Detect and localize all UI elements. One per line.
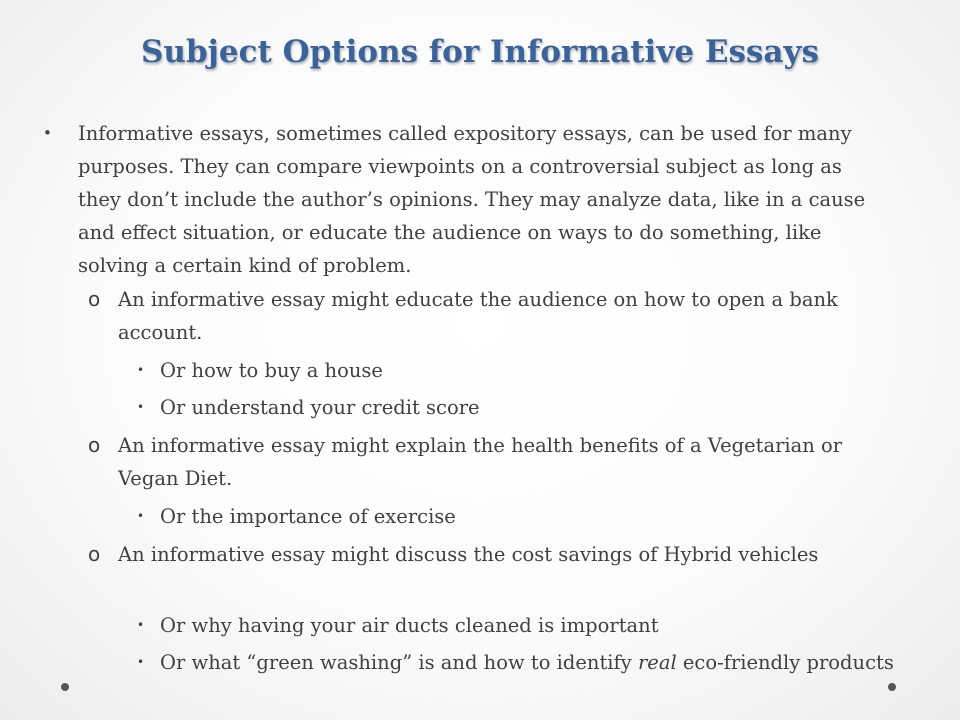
sub-sub-bullet-text: Or how to buy a house [160,359,383,382]
slide-title: Subject Options for Informative Essays [141,34,819,70]
sub-bullet-marker: o [88,542,101,566]
sub-bullet [88,429,898,495]
sub-sub-bullet-marker: • [137,655,145,669]
sub-bullet-text: An informative essay might explain the health benefits of a Vegetarian or Vegan Diet. [118,434,843,490]
sub-sub-bullet [137,354,900,387]
sub-bullet [88,283,898,349]
bullet-marker: • [43,124,52,142]
sub-sub-bullet [137,646,920,679]
sub-bullet-marker: o [88,287,101,311]
sub-sub-bullet [137,500,900,533]
sub-sub-bullet-marker: • [137,363,145,377]
sub-sub-bullet-marker: • [137,400,145,414]
sub-bullet-text: An informative essay might educate the audience on how to open a bank account. [118,288,838,344]
sub-sub-bullet-text-before: Or what “green washing” is and how to identify [160,651,638,674]
sub-sub-bullet [137,609,900,642]
corner-dot-left [61,683,69,691]
sub-sub-bullet-text: Or understand your credit score [160,396,480,419]
sub-sub-bullet [137,391,900,424]
corner-dot-right [888,683,896,691]
sub-bullet-marker: o [88,433,101,457]
main-bullet-text: Informative essays, sometimes called expository essays, can be used for many purposes. They can compare viewpoints on a controversial subject as long as they don’t include the author’s opinions. They may analyze data, like in a cause and effect situation, or educate the audience on ways to do something, like solving a certain kind of problem. [78,122,866,277]
sub-sub-bullet-text: Or the importance of exercise [160,505,456,528]
sub-bullet-text: An informative essay might discuss the cost savings of Hybrid vehicles [118,543,819,566]
sub-sub-bullet-marker: • [137,509,145,523]
main-bullet [43,117,888,282]
sub-sub-bullet-marker: • [137,618,145,632]
emphasized-word: real [637,651,677,674]
sub-sub-bullet-text: Or why having your air ducts cleaned is important [160,614,659,637]
sub-bullet [88,538,898,571]
sub-sub-bullet-text-after: eco-friendly products [676,651,894,674]
